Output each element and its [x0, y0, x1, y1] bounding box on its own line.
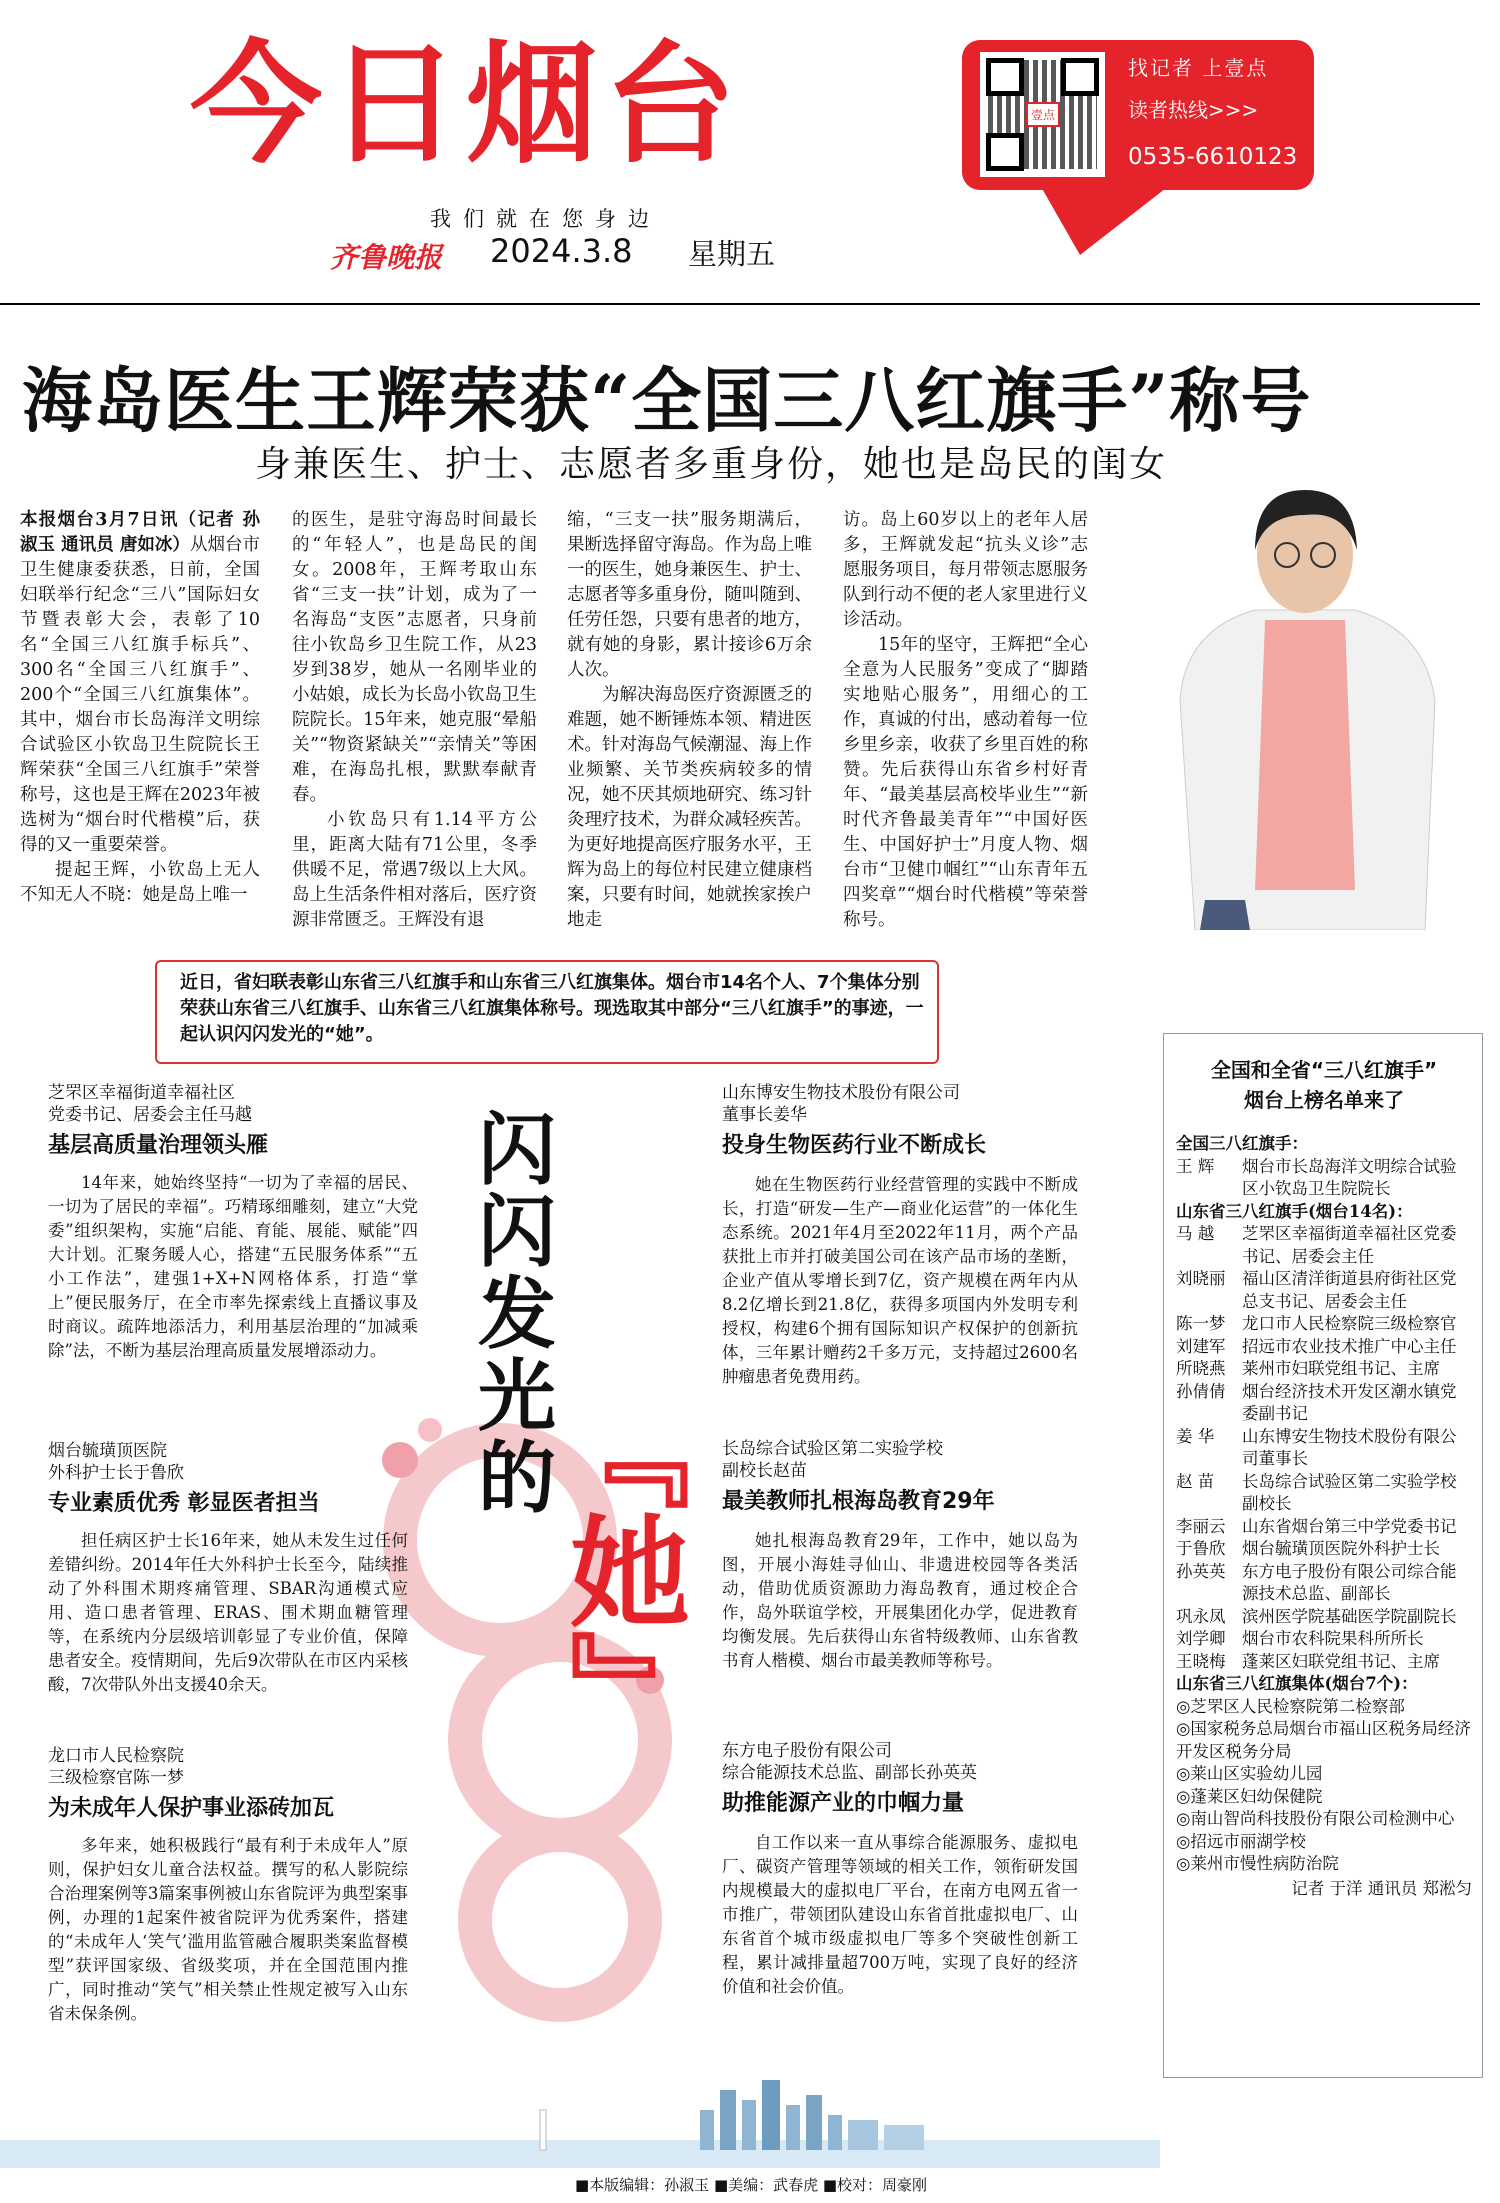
intro-text: 近日，省妇联表彰山东省三八红旗手和山东省三八红旗集体。烟台市14名个人、7个集体分别荣获山东省三八红旗手、山东省三八红旗集体称号。现选取其中部分“三八红旗手”的事迹，一起认识闪闪发光的“她”。 [180, 972, 924, 1045]
story-text: 访。岛上60岁以上的老年人居多，王辉就发起“抗头义诊”志愿服务项目，每月带领志愿服务队到行动不便的老人家里进行义诊活动。 [843, 510, 1088, 630]
honoree-affiliation: 福山区清洋街道县府街社区党总支书记、居委会主任 [1242, 1269, 1457, 1311]
honoree-name: 马 越 [1176, 1224, 1215, 1243]
story-column-3 [567, 508, 812, 933]
honor-byline: 记者 于洋 通讯员 郑淞匀 [1291, 1878, 1472, 1898]
newspaper-logo: 今日烟台 [190, 28, 742, 182]
honoree-row [1176, 1381, 1472, 1426]
honoree-name: 于鲁欣 [1176, 1539, 1226, 1558]
honoree-affiliation: 莱州市妇联党组书记、主席 [1242, 1359, 1440, 1378]
national-list [1176, 1156, 1472, 1201]
story-column-4 [843, 508, 1088, 933]
profile-body: 自工作以来一直从事综合能源服务、虚拟电厂、碳资产管理等领域的相关工作，领衔研发国内规模最大的虚拟电厂平台，在南方电网五省一市推广，带领团队建设山东省首批虚拟电厂、山东省首个城市级虚拟电厂等多个突破性创新工程，累计减排量超700万吨，实现了良好的经济价值和社会价值。 [722, 1833, 1078, 1996]
qr-code-icon [980, 52, 1105, 177]
group-header: 山东省三八红旗集体(烟台7个)： [1176, 1674, 1418, 1693]
honoree-affiliation: 烟台经济技术开发区潮水镇党委副书记 [1242, 1381, 1457, 1423]
profile-org: 龙口市人民检察院 [48, 1746, 184, 1766]
feature-her: 『她』 [550, 1390, 691, 1750]
profile-block-5 [722, 1438, 1078, 1673]
province-list [1176, 1223, 1472, 1673]
honoree-name: 刘晓丽 [1176, 1269, 1226, 1288]
city-skyline-image [0, 2080, 1160, 2168]
honoree-name: 李丽云 [1176, 1516, 1226, 1536]
honoree-name: 刘建军 [1176, 1336, 1226, 1356]
profile-position: 党委书记、居委会主任马越 [48, 1105, 252, 1125]
honoree-affiliation: 招远市农业技术推广中心主任 [1242, 1336, 1457, 1356]
honoree-affiliation: 芝罘区幸福街道幸福社区党委书记、居委会主任 [1242, 1224, 1457, 1266]
profile-body: 担任病区护士长16年来，她从未发生过任何差错纠纷。2014年任大外科护士长至今，陆续推动了外科围术期疼痛管理、SBAR沟通模式应用、造口患者管理、ERAS、围术期血糖管理等，在系统内分层级培训彰显了专业价值，保障患者安全。疫情期间，先后9次带队在市区内采核酸，7次带队外出支援40余天。 [48, 1531, 408, 1694]
honoree-affiliation: 龙口市人民检察院三级检察官 [1242, 1314, 1457, 1333]
profile-block-6 [722, 1740, 1078, 1999]
profile-block-4 [722, 1082, 1078, 1389]
profile-title: 助推能源产业的巾帼力量 [722, 1791, 965, 1816]
honored-group: ◎南山智尚科技股份有限公司检测中心 [1176, 1809, 1455, 1828]
profile-org: 烟台毓璜顶医院 [48, 1441, 167, 1461]
profile-title: 投身生物医药行业不断成长 [722, 1133, 987, 1158]
honoree-name: 赵 苗 [1176, 1471, 1215, 1491]
honoree-affiliation: 山东省烟台第三中学党委书记 [1242, 1516, 1457, 1536]
profile-org: 芝罘区幸福街道幸福社区 [48, 1083, 235, 1103]
profile-org: 长岛综合试验区第二实验学校 [722, 1439, 943, 1459]
honoree-name: 陈一梦 [1176, 1314, 1226, 1333]
profile-title: 为未成年人保护事业添砖加瓦 [48, 1796, 335, 1821]
profile-position: 外科护士长于鲁欣 [48, 1463, 184, 1483]
hotline-number: 0535-6610123 [1128, 144, 1298, 170]
honoree-name: 所晓燕 [1176, 1359, 1226, 1378]
story-dateline: 本报烟台3月7日讯（记者 孙淑玉 通讯员 唐如冰） [20, 510, 260, 555]
group-list [1176, 1696, 1472, 1876]
story-text: 15年的坚守，王辉把“全心全意为人民服务”变成了“脚踏实地贴心服务”，用细心的工作，真诚的付出，感动着每一位乡里乡亲，收获了乡里百姓的称赞。先后获得山东省乡村好青年、“最美基层高校毕业生”“新时代齐鲁最美青年”“中国好医生、中国好护士”月度人物、烟台市“卫健巾帼红”“山东青年五四奖章”“烟台时代楷模”等荣誉称号。 [843, 635, 1088, 930]
profile-position: 综合能源技术总监、副部长孙英英 [722, 1763, 977, 1783]
sub-headline: 身兼医生、护士、志愿者多重身份，她也是岛民的闺女 [255, 444, 1168, 485]
profile-position: 副校长赵苗 [722, 1461, 807, 1481]
honored-group: ◎招远市丽湖学校 [1176, 1831, 1306, 1851]
profile-block-1 [48, 1082, 418, 1363]
honoree-name: 巩永凤 [1176, 1606, 1226, 1626]
honored-group: ◎芝罘区人民检察院第二检察部 [1176, 1696, 1405, 1716]
honoree-row [1176, 1268, 1472, 1313]
honoree-affiliation: 烟台市农科院果科所所长 [1242, 1629, 1424, 1648]
story-column-1 [20, 508, 260, 908]
honoree-row [1176, 1561, 1472, 1606]
profile-block-2 [48, 1440, 408, 1697]
qr-badge: 壹点 [1026, 102, 1060, 127]
paper-name: 齐鲁晚报 [330, 241, 443, 274]
main-headline: 海岛医生王辉荣获“全国三八红旗手”称号 [22, 359, 1312, 442]
honoree-affiliation: 东方电子股份有限公司综合能源技术总监、副部长 [1242, 1561, 1457, 1603]
province-header: 山东省三八红旗手(烟台14名)： [1176, 1201, 1413, 1221]
hotline-line1: 找记者 上壹点 [1128, 56, 1269, 80]
honoree-row [1176, 1606, 1472, 1629]
honoree-affiliation: 长岛综合试验区第二实验学校副校长 [1242, 1471, 1457, 1513]
story-text: 的医生，是驻守海岛时间最长的“年轻人”，也是岛民的闺女。2008年，王辉考取山东省“三支一扶”计划，成为了一名海岛“支医”志愿者，只身前往小钦岛乡卫生院工作，从23岁到38岁，她从一名刚毕业的小姑娘，成长为长岛小钦岛卫生院院长。15年来，她克服“晕船关”“物资紧缺关”“亲情关”等困难，在海岛扎根，默默奉献青春。 [292, 510, 537, 805]
national-header: 全国三八红旗手： [1176, 1134, 1308, 1153]
honoree-row [1176, 1426, 1472, 1471]
honoree-row [1176, 1651, 1472, 1674]
profile-position: 三级检察官陈一梦 [48, 1768, 184, 1788]
story-column-2 [292, 508, 537, 933]
honoree-name: 姜 华 [1176, 1426, 1215, 1446]
profile-title: 最美教师扎根海岛教育29年 [722, 1489, 995, 1514]
honoree-row [1176, 1313, 1472, 1336]
honoree-affiliation: 蓬莱区妇联党组书记、主席 [1242, 1651, 1440, 1671]
honor-list [1176, 1055, 1472, 1900]
hotline-box-tail [1040, 185, 1170, 255]
honoree-affiliation: 山东博安生物技术股份有限公司董事长 [1242, 1426, 1457, 1468]
honoree-row [1176, 1156, 1472, 1201]
honoree-row [1176, 1471, 1472, 1516]
honored-group: ◎蓬莱区妇幼保健院 [1176, 1786, 1323, 1806]
honoree-affiliation: 烟台毓璜顶医院外科护士长 [1242, 1539, 1440, 1558]
story-text: 从烟台市卫生健康委获悉，日前，全国妇联举行纪念“三八”国际妇女节暨表彰大会，表彰了10名“全国三八红旗手标兵”、300名“全国三八红旗手”、200个“全国三八红旗集体”。其中，烟台市长岛海洋文明综合试验区小钦岛卫生院院长王辉荣获“全国三八红旗手”荣誉称号，这也是王辉在2023年被选树为“烟台时代楷模”后，获得的又一重要荣誉。 [20, 535, 261, 855]
page-credits: ■本版编辑：孙淑玉 ■美编：武春虎 ■校对：周豪刚 [575, 2176, 928, 2194]
profile-position: 董事长姜华 [722, 1105, 807, 1125]
masthead-slogan: 我们就在您身边 [430, 207, 661, 231]
honoree-row [1176, 1516, 1472, 1539]
honoree-name: 王晓梅 [1176, 1651, 1226, 1671]
honor-list-title: 全国和全省“三八红旗手” [1210, 1058, 1438, 1082]
story-text: 小钦岛只有1.14平方公里，距离大陆有71公里，冬季供暖不足，常遇7级以上大风。岛上生活条件相对落后，医疗资源非常匮乏。王辉没有退 [292, 810, 537, 930]
profile-body: 多年来，她积极践行“最有利于未成年人”原则，保护妇女儿童合法权益。撰写的私人影院综合治理案例等3篇案事例被山东省院评为典型案事例，办理的1起案件被省院评为优秀案件，搭建的“未成年人‘笑气’滥用监管融合履职类案监督模型”获评国家级、省级奖项，并在全国范围内推广，同时推动“笑气”相关禁止性规定被写入山东省未保条例。 [48, 1836, 408, 2023]
honored-group: ◎国家税务总局烟台市福山区税务局经济开发区税务分局 [1176, 1719, 1471, 1761]
honoree-affiliation: 烟台市长岛海洋文明综合试验区小钦岛卫生院院长 [1242, 1156, 1457, 1198]
masthead-rule [0, 303, 1480, 305]
profile-title: 专业素质优秀 彰显医者担当 [48, 1491, 320, 1516]
honoree-row [1176, 1336, 1472, 1359]
honoree-row [1176, 1358, 1472, 1381]
honoree-name: 孙倩倩 [1176, 1381, 1226, 1401]
honoree-affiliation: 滨州医学院基础医学院副院长 [1242, 1606, 1457, 1626]
profile-title: 基层高质量治理领头雁 [48, 1133, 269, 1158]
honored-group: ◎莱州市慢性病防治院 [1176, 1854, 1339, 1873]
story-text: 缩，“三支一扶”服务期满后，果断选择留守海岛。作为岛上唯一的医生，她身兼医生、护士、志愿者等多重身份，随叫随到、任劳任怨，只要有患者的地方，就有她的身影，累计接诊6万余人次。 [567, 510, 812, 680]
hotline-line2: 读者热线>>> [1128, 98, 1259, 122]
honored-group: ◎莱山区实验幼儿园 [1176, 1764, 1323, 1783]
profile-org: 东方电子股份有限公司 [722, 1741, 892, 1761]
profile-org: 山东博安生物技术股份有限公司 [722, 1083, 960, 1103]
issue-date: 2024.3.8 [490, 232, 633, 270]
honor-list-subtitle: 烟台上榜名单来了 [1244, 1088, 1404, 1112]
honoree-name: 王 辉 [1176, 1156, 1215, 1176]
feature-vertical-title: 闪闪发光的 [478, 1105, 557, 1524]
honoree-row [1176, 1223, 1472, 1268]
profile-body: 她在生物医药行业经营管理的实践中不断成长，打造“研发—生产—商业化运营”的一体化生态系统。2021年4月至2022年11月，两个产品获批上市并打破美国公司在该产品市场的垄断，企业产值从零增长到7亿，资产规模在两年内从8.2亿增长到21.8亿，获得多项国内外发明专利授权，构建6个拥有国际知识产权保护的创新抗体，三年累计赠药2千多万元，支持超过2600名肿瘤患者免费用药。 [722, 1175, 1078, 1386]
profile-block-3 [48, 1745, 408, 2026]
portrait-photo [1155, 460, 1455, 930]
story-text: 为解决海岛医疗资源匮乏的难题，她不断锤炼本领、精进医术。针对海岛气候潮湿、海上作业频繁、关节类疾病较多的情况，她不厌其烦地研究、练习针灸理疗技术，为群众减轻疾苦。为更好地提高医疗服务水平，王辉为岛上的每位村民建立健康档案，只要有时间，她就挨家挨户地走 [567, 685, 812, 930]
issue-weekday: 星期五 [688, 237, 776, 271]
profile-body: 14年来，她始终坚持“一切为了幸福的居民、一切为了居民的幸福”。巧精琢细雕刻，建立“大党委”组织架构，实施“启能、育能、展能、赋能”四大计划。汇聚务暖人心，搭建“五民服务体系”“五小工作法”，建强1+X+N网格体系，打造“掌上”便民服务厅，在全市率先探索线上直播议事及时商议。疏阵地添活力，利用基层治理的“加减乘除”法，不断为基层治理高质量发展增添动力。 [48, 1173, 418, 1360]
honoree-name: 孙英英 [1176, 1561, 1226, 1581]
honoree-row [1176, 1628, 1472, 1651]
honoree-row [1176, 1538, 1472, 1561]
profile-body: 她扎根海岛教育29年，工作中，她以岛为图，开展小海娃寻仙山、非遗进校园等各类活动，借助优质资源助力海岛教育，通过校企合作，岛外联谊学校，开展集团化办学，促进教育均衡发展。先后获得山东省特级教师、山东省教书育人楷模、烟台市最美教师等称号。 [722, 1531, 1078, 1670]
honoree-name: 刘学卿 [1176, 1629, 1226, 1648]
story-text: 提起王辉，小钦岛上无人不知无人不晓：她是岛上唯一 [20, 860, 260, 905]
